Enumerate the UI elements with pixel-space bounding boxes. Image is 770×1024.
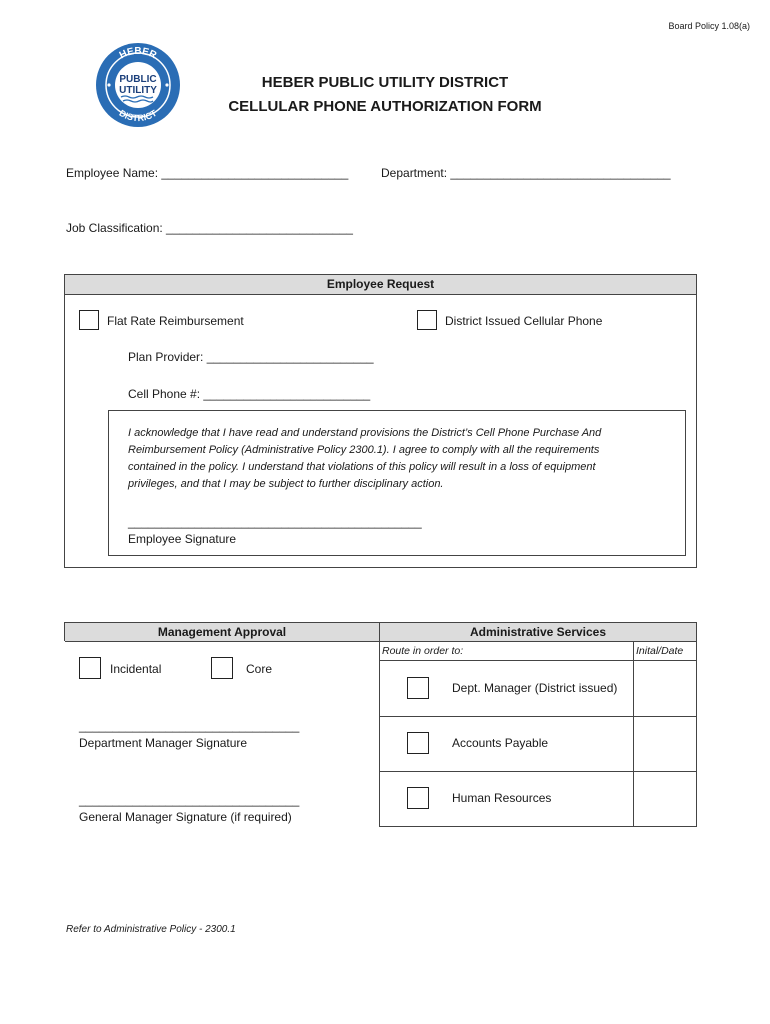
logo-top-text: HEBER [117,46,159,62]
plan-provider-field[interactable]: Plan Provider: _________________________ [128,350,374,364]
dept-manager-signature-line[interactable]: _________________________________ [79,719,300,733]
core-checkbox[interactable] [211,657,233,679]
incidental-checkbox[interactable] [79,657,101,679]
gm-signature-line[interactable]: _________________________________ [79,793,300,807]
route-row-rule-2 [379,771,697,772]
ack-line-4: privileges, and that I may be subject to further disciplinary action. [128,478,444,490]
dept-manager-signature-label: Department Manager Signature [79,736,248,750]
route-row-rule-1 [379,716,697,717]
district-phone-checkbox[interactable] [417,310,437,330]
policy-footnote: Refer to Administrative Policy - 2300.1 [66,924,236,935]
flat-rate-checkbox[interactable] [79,310,99,330]
route-dept-manager-checkbox[interactable] [407,677,429,699]
route-human-resources-checkbox[interactable] [407,787,429,809]
route-dept-manager-label: Dept. Manager (District issued) [452,681,618,695]
table-divider [379,622,380,827]
job-classification-field[interactable]: Job Classification: ____________________________ [66,221,353,235]
initial-date-label: Inital/Date [636,645,684,657]
acknowledgement-text [128,425,678,493]
department-field[interactable]: Department: _________________________________ [381,166,671,180]
administrative-services-heading: Administrative Services [380,623,696,642]
cell-phone-field[interactable]: Cell Phone #: _________________________ [128,387,371,401]
district-title: HEBER PUBLIC UTILITY DISTRICT [261,74,509,91]
logo-mid-line2: UTILITY [119,85,157,96]
table-right-border [696,622,697,827]
initial-column-divider [633,642,634,827]
management-approval-heading: Management Approval [65,623,379,642]
route-accounts-payable-checkbox[interactable] [407,732,429,754]
flat-rate-label: Flat Rate Reimbursement [107,314,244,328]
route-label: Route in order to: [382,645,464,657]
logo-mid-line1: PUBLIC [119,74,157,85]
route-header-rule [379,660,697,661]
ack-line-1: I acknowledge that I have read and understand provisions the District’s Cell Phone Purchase And [128,427,602,439]
route-accounts-payable-label: Accounts Payable [452,736,549,750]
form-title: CELLULAR PHONE AUTHORIZATION FORM [228,98,542,115]
district-phone-label: District Issued Cellular Phone [445,314,603,328]
incidental-label: Incidental [110,662,162,676]
employee-name-field[interactable]: Employee Name: ____________________________ [66,166,349,180]
logo-bottom-text: DISTRICT [117,107,159,124]
policy-reference: Board Policy 1.08(a) [668,21,750,31]
employee-signature-label: Employee Signature [128,532,237,546]
core-label: Core [246,662,273,676]
route-human-resources-label: Human Resources [452,791,552,805]
table-bottom-rule [379,826,697,827]
employee-request-heading: Employee Request [65,275,696,295]
ack-line-2: Reimbursement Policy (Administrative Policy 2300.1). I agree to comply with all the requirements [128,444,600,456]
ack-line-3: contained in the policy. I understand that violations of this policy will result in a loss of equipment [128,461,596,473]
gm-signature-label: General Manager Signature (if required) [79,810,292,824]
employee-signature-line[interactable]: ____________________________________________ [128,515,422,529]
